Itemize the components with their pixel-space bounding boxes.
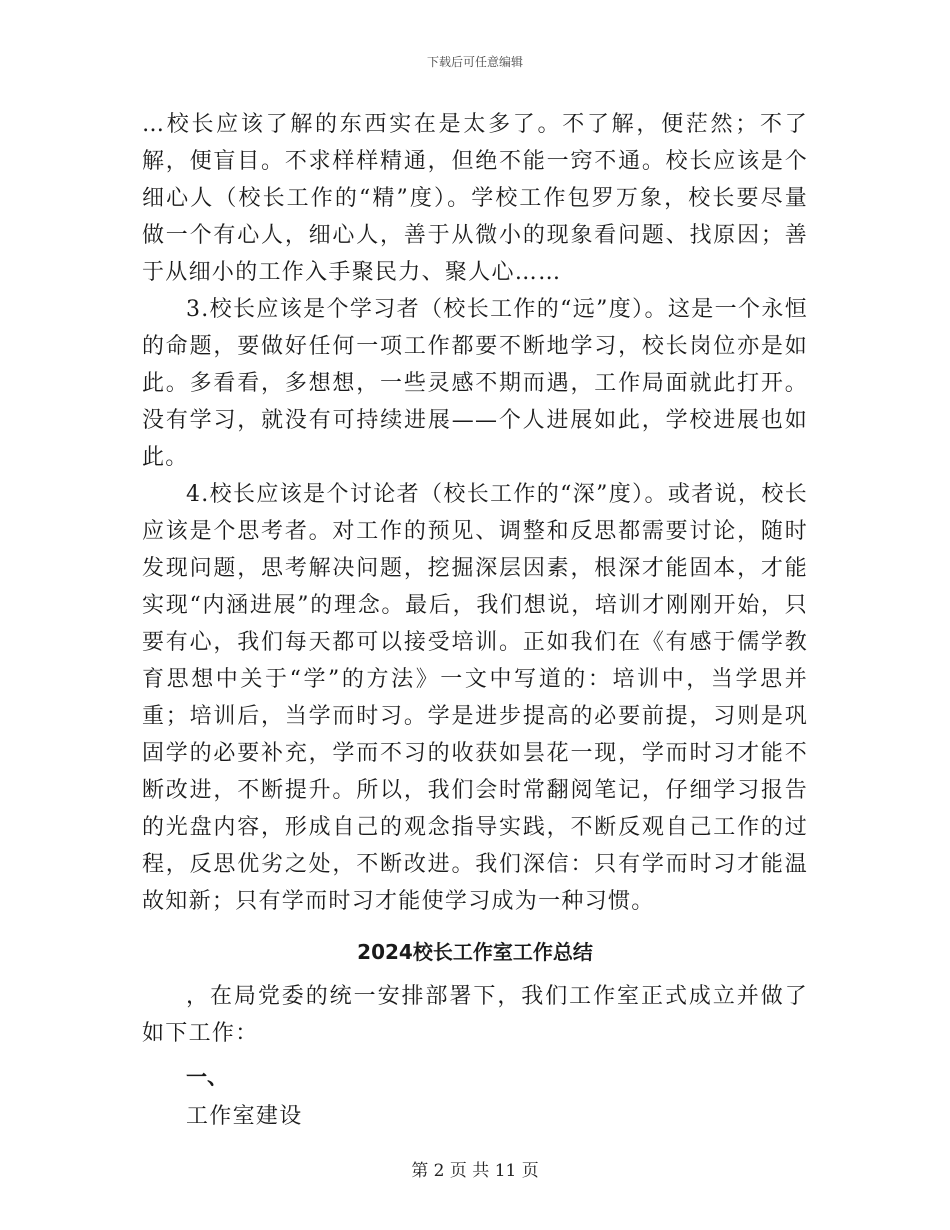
section-title: 2024校长工作室工作总结 (357, 940, 593, 964)
paragraph-2: 3.校长应该是个学习者（校长工作的“远”度）。这是一个永恒的命题，要做好任何一项工作都要不断地学习，校长岗位亦是如此。多看看，多想想，一些灵感不期而遇，工作局面就此打开。没有学习，就没有可持续进展——个人进展如此，学校进展也如此。 (142, 297, 808, 470)
page-header: 下载后可任意编辑 (426, 55, 523, 69)
paragraph-4: ，在局党委的统一安排部署下，我们工作室正式成立并做了如下工作： (142, 984, 808, 1046)
paragraph-1: …校长应该了解的东西实在是太多了。不了解，便茫然；不了解，便盲目。不求样样精通，但绝不能一窍不通。校长应该是个细心人（校长工作的“精”度）。学校工作包罗万象，校长要尽量做一个有心人，细心人，善于从微小的现象看问题、找原因；善于从细小的工作入手聚民力、聚人心…… (142, 112, 808, 285)
paragraph-3: 4.校长应该是个讨论者（校长工作的“深”度）。或者说，校长应该是个思考者。对工作的预见、调整和反思都需要讨论，随时发现问题，思考解决问题，挖掘深层因素，根深才能固本，才能实现“内涵进展”的理念。最后，我们想说，培训才刚刚开始，只要有心，我们每天都可以接受培训。正如我们在《有感于儒学教育思想中关于“学”的方法》一文中写道的：培训中，当学思并重；培训后，当学而时习。学是进步提高的必要前提，习则是巩固学的必要补充，学而不习的收获如昙花一现，学而时习才能不断改进，不断提升。所以，我们会时常翻阅笔记，仔细学习报告的光盘内容，形成自己的观念指导实践，不断反观自己工作的过程，反思优劣之处，不断改进。我们深信：只有学而时习才能温故知新；只有学而时习才能使学习成为一种习惯。 (142, 482, 808, 914)
document-body (142, 106, 808, 1135)
page-footer: 第 2 页 共 11 页 (411, 1161, 539, 1181)
section-heading-one: 一、 (186, 1065, 228, 1089)
sub-heading: 工作室建设 (186, 1104, 303, 1129)
